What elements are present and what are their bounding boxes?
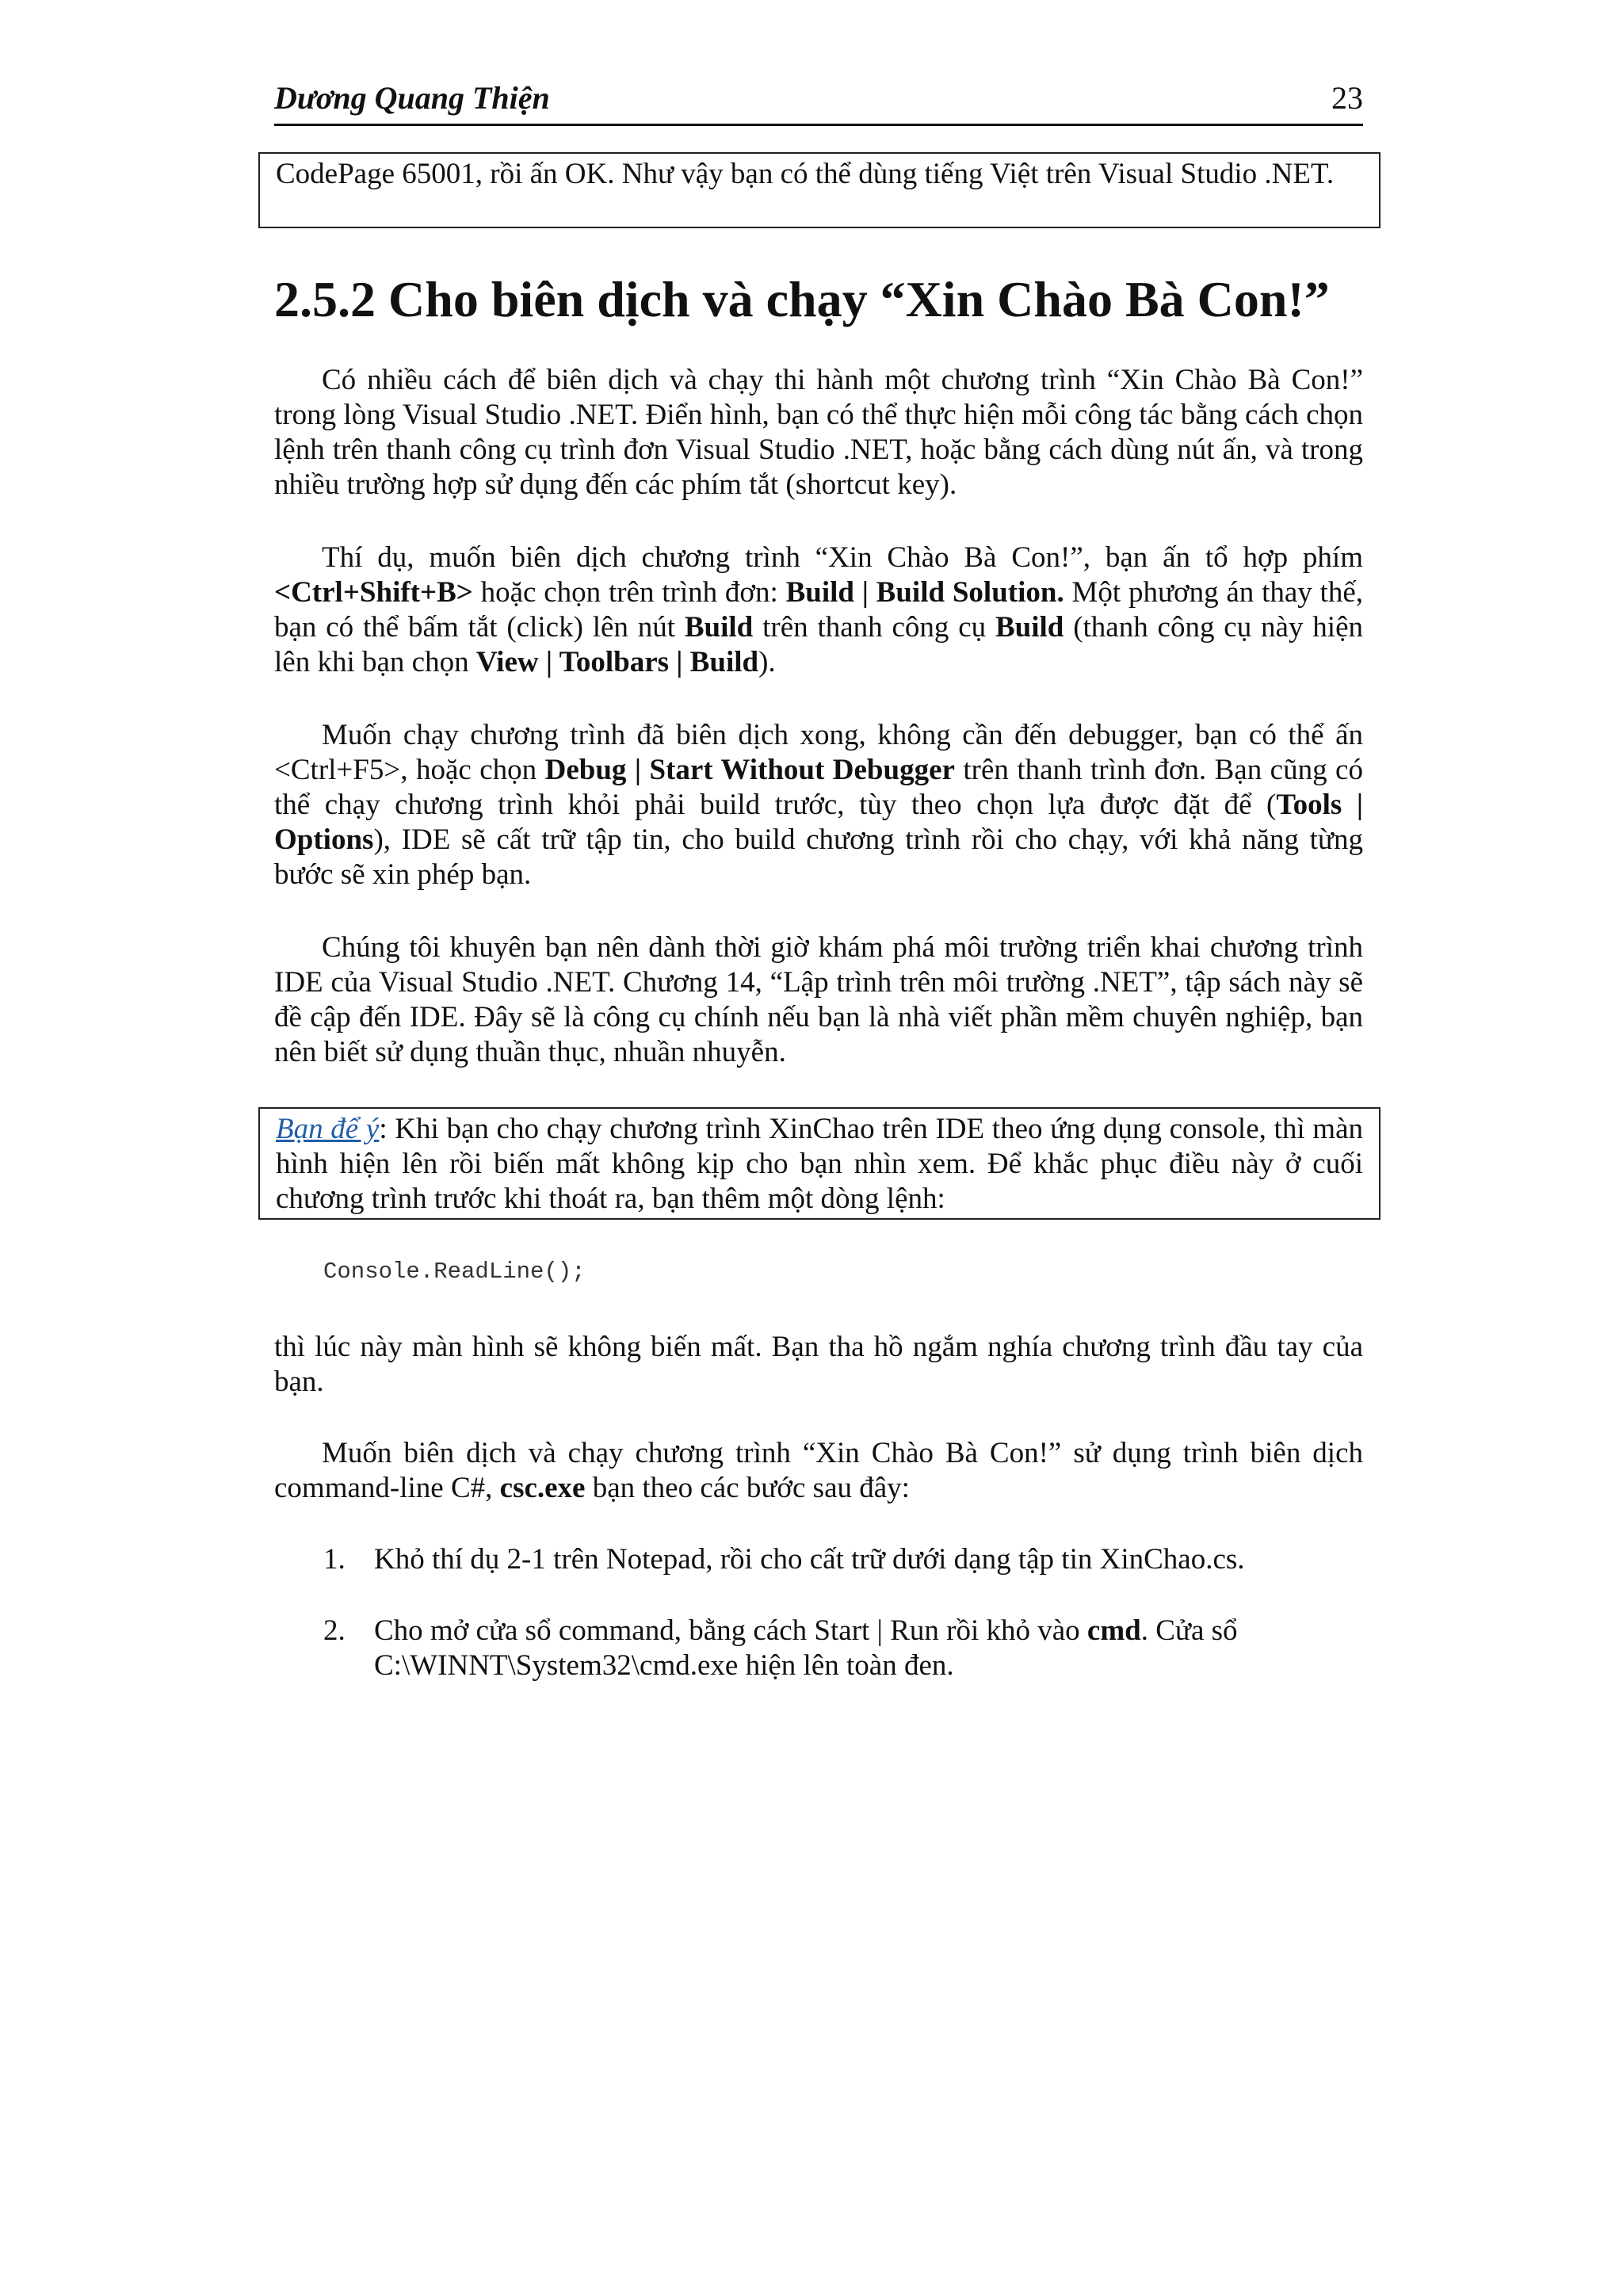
p3-debug-path: Debug | Start Without Debugger	[544, 754, 955, 786]
note-box	[258, 1107, 1381, 1220]
paragraph-4-text: Chúng tôi khuyên bạn nên dành thời giờ khám phá môi trường triển khai chương trình IDE của Visual Studio .NET. Chương 14, “Lập trình trên môi trường .NET”, tập sách này sẽ đề cập đến IDE. Đây sẽ là công cụ chính nếu bạn là nhà viết phần mềm chuyên nghiệp, bạn nên biết sử dụng thuần thục, nhuần nhuyễn.	[274, 931, 1363, 1068]
p2-text-3: Một phương án thay thế, bạn có thể bấm tắt (click) lên nút	[274, 576, 1363, 644]
p2-view-path: View | Toolbars | Build	[475, 646, 759, 678]
top-note-box	[258, 152, 1381, 228]
p2-text-1: Thí dụ, muốn biên dịch chương trình “Xin Chào Bà Con!”, bạn ấn tổ hợp phím	[322, 541, 1363, 574]
code-line: Console.ReadLine();	[323, 1259, 586, 1285]
p3-text-3: ), IDE sẽ cất trữ tập tin, cho build chương trình rồi cho chạy, với khả năng từng bước sẽ xin phép bạn.	[274, 823, 1363, 891]
item2-cmd: cmd	[1086, 1614, 1141, 1647]
p3-text-1: Muốn chạy chương trình đã biên dịch xong, không cần đến debugger, bạn có thể ấn <Ctrl+F5>, hoặc chọn	[274, 719, 1363, 786]
p2-build-button: Build	[684, 611, 754, 644]
paragraph-1	[274, 363, 1363, 502]
p2-text-4: trên thanh công cụ	[753, 611, 995, 644]
paragraph-6	[274, 1436, 1363, 1506]
section-heading: 2.5.2 Cho biên dịch và chạy “Xin Chào Bà Con!”	[274, 271, 1330, 327]
p6-text-2: bạn theo các bước sau đây:	[585, 1472, 910, 1504]
list-item	[274, 1542, 1363, 1577]
item2-text-2: . Cửa sổ C:\WINNT\System32\cmd.exe hiện lên toàn đen.	[374, 1614, 1238, 1682]
paragraph-4	[274, 930, 1363, 1070]
paragraph-1-text: Có nhiều cách để biên dịch và chạy thi hành một chương trình “Xin Chào Bà Con!” trong lòng Visual Studio .NET. Điển hình, bạn có thể thực hiện mỗi công tác bằng cách chọn lệnh trên thanh công cụ trình đơn Visual Studio .NET, hoặc bằng cách dùng nút ấn, và trong nhiều trường hợp sử dụng đến các phím tắt (shortcut key).	[274, 364, 1363, 501]
p2-text-6: ).	[758, 646, 776, 678]
paragraph-5-text: thì lúc này màn hình sẽ không biến mất. Bạn tha hồ ngắm nghía chương trình đầu tay của bạn.	[274, 1331, 1363, 1398]
item2-text-1: Cho mở cửa sổ command, bằng cách Start | Run rồi khỏ vào	[374, 1614, 1087, 1647]
p2-build-toolbar: Build	[995, 611, 1064, 644]
list-item-number: 1.	[323, 1543, 346, 1576]
note-text: : Khi bạn cho chạy chương trình XinChao trên IDE theo ứng dụng console, thì màn hình hiện lên rồi biến mất không kịp cho bạn nhìn xem. Để khắc phục điều này ở cuối chương trình trước khi thoát ra, bạn thêm một dòng lệnh:	[276, 1113, 1363, 1215]
header-author: Dương Quang Thiện	[274, 80, 550, 116]
p6-text-1: Muốn biên dịch và chạy chương trình “Xin Chào Bà Con!” sử dụng trình biên dịch command-line C#,	[274, 1437, 1363, 1504]
page-number: 23	[1331, 80, 1363, 116]
paragraph-5	[274, 1330, 1363, 1400]
p3-tools-path: Tools | Options	[274, 789, 1364, 856]
list-item-text: Khỏ thí dụ 2-1 trên Notepad, rồi cho cất trữ dưới dạng tập tin XinChao.cs.	[374, 1543, 1245, 1576]
list-item	[274, 1614, 1363, 1683]
p2-menu-path: Build | Build Solution.	[785, 576, 1064, 609]
p3-text-2: trên thanh trình đơn. Bạn cũng có thể chạy chương trình khỏi phải build trước, tùy theo chọn lựa được đặt để (	[274, 754, 1363, 821]
p2-shortcut: <Ctrl+Shift+B>	[274, 576, 473, 609]
page-header	[274, 79, 1363, 126]
list-item-number: 2.	[323, 1614, 346, 1647]
p2-text-2: hoặc chọn trên trình đơn:	[472, 576, 786, 609]
paragraph-2	[274, 541, 1363, 680]
note-label-link[interactable]: Bạn để ý	[276, 1113, 380, 1145]
top-note-text: CodePage 65001, rồi ấn OK. Như vậy bạn có thể dùng tiếng Việt trên Visual Studio .NET.	[276, 158, 1335, 190]
paragraph-3	[274, 718, 1363, 892]
p2-text-5: (thanh công cụ này hiện lên khi bạn chọn	[274, 611, 1363, 678]
list-item-text	[374, 1614, 1363, 1683]
p6-compiler: csc.exe	[499, 1472, 586, 1504]
